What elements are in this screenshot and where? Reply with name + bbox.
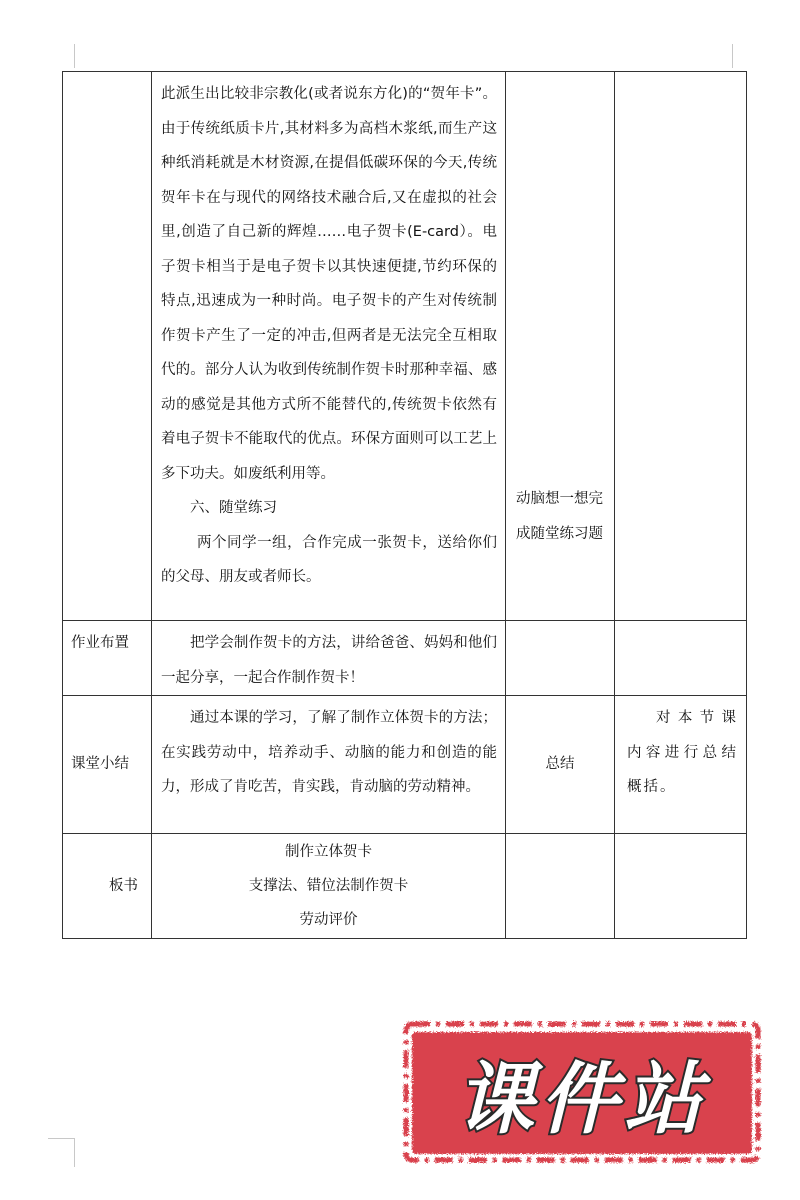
table-row [63,696,747,834]
blackboard-label: 板书 [109,877,138,894]
summary-intent-text: 对本节课内容进行总结概括。 [627,710,738,795]
activity-paragraph: 此派生出比较非宗教化(或者说东方化)的“贺年卡”。由于传统纸质卡片,其材料多为高档木浆纸,而生产这种纸消耗就是木材资源,在提倡低碳环保的今天,传统贺年卡在与现代的网络技术融合后,又在虚拟的社会里,创造了自己新的辉煌……电子贺卡(E-card）。电子贺卡相当于是电子贺卡以其快速便捷,节约环保的特点,迅速成为一种时尚。电子贺卡的产生对传统制作贺卡产生了一定的冲击,但两者是无法完全互相取代的。部分人认为收到传统制作贺卡时那种幸福、感动的感觉是其他方式所不能替代的,传统贺卡依然有着电子贺卡不能取代的优点。环保方面则可以工艺上多下功夫。如废纸利用等。 [161,86,497,482]
homework-content-cell [152,621,506,696]
table-cell-empty [615,621,747,696]
table-cell-empty [615,72,747,621]
homework-label: 作业布置 [71,635,129,651]
summary-content-cell [152,696,506,834]
summary-text: 通过本课的学习，了解了制作立体贺卡的方法；在实践劳动中，培养动手、动脑的能力和创造的能力，形成了肯吃苦，肯实践，肯动脑的劳动精神。 [161,710,497,795]
lesson-plan-table [62,71,747,939]
blackboard-content-cell [152,834,506,939]
blackboard-line: 制作立体贺卡 [285,844,372,860]
summary-activity-cell [506,696,615,834]
student-activity-cell [506,72,615,621]
page-corner-mark [48,1138,75,1167]
summary-label-cell [63,696,152,834]
practice-paragraph: 两个同学一组，合作完成一张贺卡，送给你们的父母、朋友或者师长。 [161,534,497,585]
table-cell-empty [63,72,152,621]
blackboard-line: 劳动评价 [299,912,358,928]
table-row [63,621,747,696]
section-heading: 六、随堂练习 [190,500,277,516]
page-corner-mark [50,44,75,68]
page-corner-mark [732,44,734,68]
watermark-stamp [402,1018,762,1166]
student-activity-text: 动脑想一想完成随堂练习题 [516,491,603,542]
watermark-text: 课件站 [455,1055,709,1145]
activity-content-cell [152,72,506,621]
table-row [63,72,747,621]
homework-text: 把学会制作贺卡的方法，讲给爸爸、妈妈和他们一起分享，一起合作制作贺卡！ [161,635,497,686]
summary-label: 课堂小结 [71,756,129,773]
table-row [63,834,747,939]
table-cell-empty [506,621,615,696]
summary-intent-cell [615,696,747,834]
blackboard-label-cell [63,834,152,939]
table-cell-empty [615,834,747,939]
homework-label-cell [63,621,152,696]
table-cell-empty [506,834,615,939]
summary-activity-text: 总结 [545,756,575,773]
blackboard-line: 支撑法、错位法制作贺卡 [248,878,409,894]
